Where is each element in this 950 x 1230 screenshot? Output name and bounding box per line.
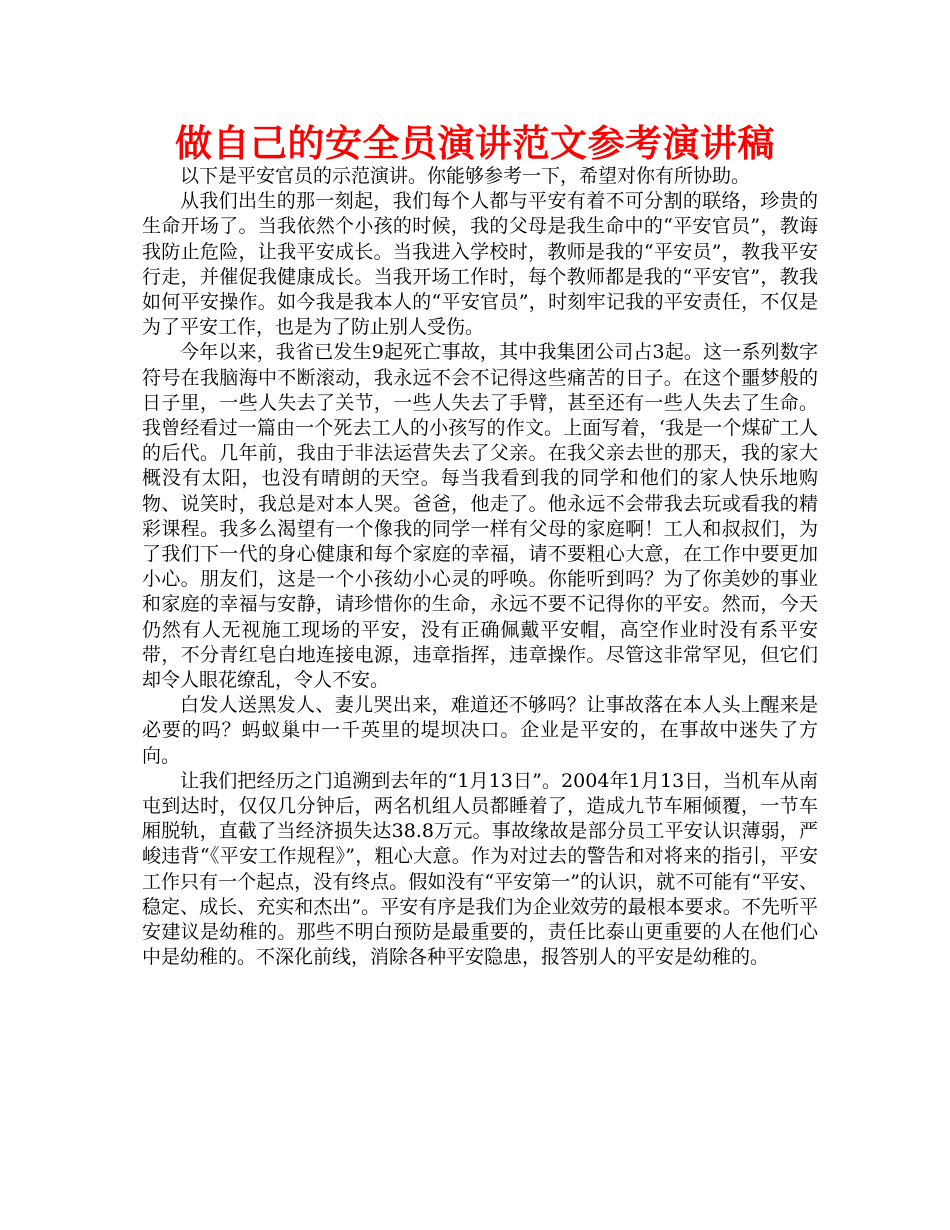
- paragraph-intro: 以下是平安官员的示范演讲。你能够参考一下，希望对你有所协助。: [180, 165, 751, 187]
- paragraph-safety-officers: 从我们出生的那一刻起，我们每个人都与平安有着不可分割的联络，珍贵的生命开场了。当我依然个小孩的时候，我的父母是我生命中的“平安官员”，教诲我防止危险，让我平安成长。当我进入学校时，教师是我的“平安员”，教我平安行走，并催促我健康成长。当我开场工作时，每个教师都是我的“平安官”，教我如何平安操作。如今我是我本人的“平安官员”，时刻牢记我的平安责任，不仅是为了平安工作，也是为了防止别人受伤。: [142, 190, 818, 339]
- paragraph-warning: 白发人送黑发人、妻儿哭出来，难道还不够吗？让事故落在本人头上醒来是必要的吗？蚂蚁巢中一千英里的堤坝决口。企业是平安的，在事故中迷失了方向。: [142, 694, 818, 767]
- document-body: [142, 164, 818, 971]
- document-title: 做自己的安全员演讲范文参考演讲稿: [175, 122, 775, 165]
- paragraph-accidents: 今年以来，我省已发生9起死亡事故，其中我集团公司占3起。这一系列数字符号在我脑海中不断滚动，我永远不会不记得这些痛苦的日子。在这个噩梦般的日子里，一些人失去了关节，一些人失去了手臂，甚至还有一些人失去了生命。我曾经看过一篇由一个死去工人的小孩写的作文。上面写着，‘我是一个煤矿工人的后代。几年前，我由于非法运营失去了父亲。在我父亲去世的那天，我的家大概没有太阳，也没有晴朗的天空。每当我看到我的同学和他们的家人快乐地购物、说笑时，我总是对本人哭。爸爸，他走了。他永远不会带我去玩或看我的精彩课程。我多么渴望有一个像我的同学一样有父母的家庭啊！工人和叔叔们，为了我们下一代的身心健康和每个家庭的幸福，请不要粗心大意，在工作中要更加小心。朋友们，这是一个小孩幼小心灵的呼唤。你能听到吗？为了你美妙的事业和家庭的幸福与安静，请珍惜你的生命，永远不要不记得你的平安。然而，今天仍然有人无视施工现场的平安，没有正确佩戴平安帽，高空作业时没有系平安带，不分青红皂白地连接电源，违章指挥，违章操作。尽管这非常罕见，但它们却令人眼花缭乱，令人不安。: [142, 341, 818, 692]
- paragraph-jan-13-incident: 让我们把经历之门追溯到去年的“1月13日”。2004年1月13日，当机车从南屯到达时，仅仅几分钟后，两名机组人员都睡着了，造成九节车厢倾覆，一节车厢脱轨，直截了当经济损失达38.8万元。事故缘故是部分员工平安认识薄弱，严峻违背“《平安工作规程》”，粗心大意。作为对过去的警告和对将来的指引，平安工作只有一个起点，没有终点。假如没有“平安第一”的认识，就不可能有“平安、稳定、成长、充实和杰出”。平安有序是我们为企业效劳的最根本要求。不先听平安建议是幼稚的。那些不明白预防是最重要的，责任比泰山更重要的人在他们心中是幼稚的。不深化前线，消除各种平安隐患，报答别人的平安是幼稚的。: [142, 769, 818, 969]
